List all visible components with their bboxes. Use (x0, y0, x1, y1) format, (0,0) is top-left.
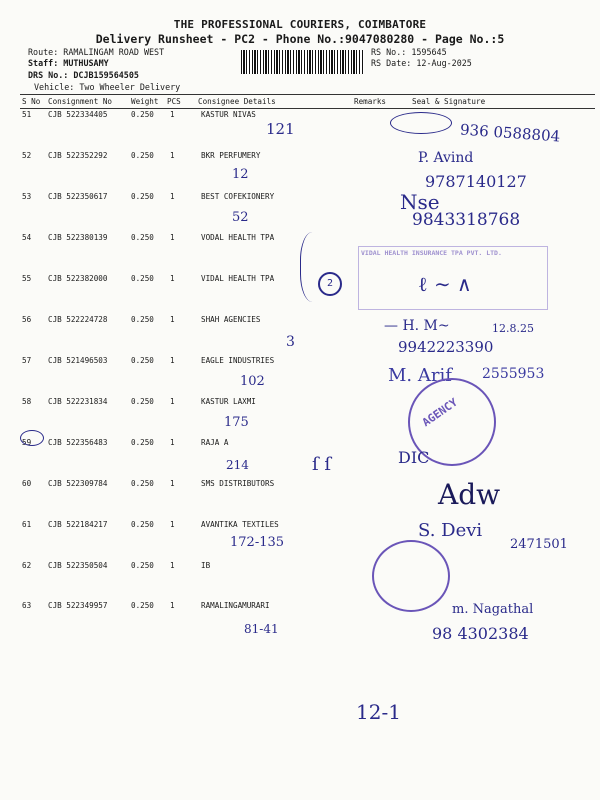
row-weight: 0.250 (131, 601, 154, 610)
row-sno: 56 (22, 315, 32, 324)
table-row (20, 520, 595, 560)
row-consignment: CJB 522352292 (48, 151, 108, 160)
row-weight: 0.250 (131, 397, 154, 406)
hw-61-name: S. Devi (418, 520, 483, 541)
row-pcs: 1 (170, 356, 175, 365)
row-consignee: BEST COFEKIONERY (201, 192, 275, 201)
row-weight: 0.250 (131, 561, 154, 570)
col-consignee: Consignee Details (198, 97, 276, 106)
row-sno: 58 (22, 397, 32, 406)
hw-59-sig: DIC (398, 448, 430, 467)
row-pcs: 1 (170, 274, 175, 283)
hw-51-code: 121 (266, 120, 295, 138)
row-consignee: EAGLE INDUSTRIES (201, 356, 275, 365)
hw-59-mark: ſ ſ (312, 454, 332, 475)
hw-59-code: 214 (226, 458, 249, 472)
row-weight: 0.250 (131, 233, 154, 242)
hw-61-code: 172-135 (230, 535, 285, 550)
agency-stamp-text: AGENCY (419, 395, 460, 430)
col-weight: Weight (131, 97, 159, 106)
hw-53-code: 52 (232, 210, 249, 225)
row-pcs: 1 (170, 520, 175, 529)
row-consignee: RAMALINGAMURARI (201, 601, 270, 610)
row-consignee: KASTUR NIVAS (201, 110, 256, 119)
hw-52-code: 12 (232, 167, 249, 182)
row-pcs: 1 (170, 438, 175, 447)
hw-63-phone: 98 4302384 (432, 624, 529, 643)
hw-63-name: m. Nagathal (452, 602, 534, 617)
drs-number: DRS No.: DCJB159564505 (28, 70, 139, 80)
row-consignment: CJB 522380139 (48, 233, 108, 242)
barcode (241, 50, 364, 74)
row-consignment: CJB 522231834 (48, 397, 108, 406)
table-header (20, 94, 595, 109)
circle-mark-59 (20, 430, 44, 446)
row-consignee: KASTUR LAXMI (201, 397, 256, 406)
hw-56-phone: 9942223390 (398, 338, 494, 356)
col-consignment: Consignment No (48, 97, 113, 106)
row-sno: 52 (22, 151, 32, 160)
row-consignment: CJB 522350504 (48, 561, 108, 570)
hw-58-code: 175 (224, 415, 249, 430)
hw-63-code: 81-41 (244, 622, 279, 636)
table-row (20, 438, 595, 478)
signature-53: Nse (400, 190, 440, 214)
row-weight: 0.250 (131, 479, 154, 488)
staff: Staff: MUTHUSAMY (28, 58, 109, 68)
vidal-stamp-text: VIDAL HEALTH INSURANCE TPA PVT. LTD. (361, 249, 502, 257)
row-pcs: 1 (170, 397, 175, 406)
row-consignee: SHAH AGENCIES (201, 315, 261, 324)
row-weight: 0.250 (131, 520, 154, 529)
row-consignment: CJB 522382000 (48, 274, 108, 283)
row-sno: 62 (22, 561, 32, 570)
row-pcs: 1 (170, 315, 175, 324)
row-consignee: IB (201, 561, 211, 570)
row-pcs: 1 (170, 151, 175, 160)
hw-bottom-note: 12-1 (356, 700, 401, 724)
table-row (20, 397, 595, 437)
table-row (20, 561, 595, 601)
signature-51 (390, 112, 452, 134)
row-weight: 0.250 (131, 356, 154, 365)
signature-57: M. Arif (388, 365, 452, 386)
row-consignment: CJB 522334405 (48, 110, 108, 119)
row-sno: 59 (22, 438, 32, 447)
hw-57-code: 102 (240, 374, 265, 389)
row-sno: 57 (22, 356, 32, 365)
row-consignee: VODAL HEALTH TPA (201, 233, 275, 242)
row-consignment: CJB 522356483 (48, 438, 108, 447)
company-title: THE PROFESSIONAL COURIERS, COIMBATORE (173, 18, 427, 31)
row-consignee: RAJA A (201, 438, 229, 447)
row-consignment: CJB 522184217 (48, 520, 108, 529)
row-sno: 53 (22, 192, 32, 201)
circled-2: 2 (318, 272, 342, 296)
hw-57-phone: 2555953 (482, 366, 545, 382)
row-pcs: 1 (170, 479, 175, 488)
rs-date: RS Date: 12-Aug-2025 (371, 58, 472, 68)
hw-56-code: 3 (286, 334, 295, 350)
signature-60: Adw (438, 478, 501, 511)
row-sno: 55 (22, 274, 32, 283)
row-pcs: 1 (170, 192, 175, 201)
col-remarks: Remarks (354, 97, 387, 106)
signature-56: — H. M~ (384, 318, 450, 334)
row-weight: 0.250 (131, 274, 154, 283)
row-sno: 51 (22, 110, 32, 119)
col-seal: Seal & Signature (412, 97, 486, 106)
hw-51-phone: 936 0588804 (459, 120, 561, 146)
rs-number: RS No.: 1595645 (371, 47, 447, 57)
row-sno: 63 (22, 601, 32, 610)
row-consignee: AVANTIKA TEXTILES (201, 520, 279, 529)
vehicle: Vehicle: Two Wheeler Delivery (34, 82, 181, 92)
hw-61-phone: 2471501 (510, 537, 568, 552)
row-consignee: VIDAL HEALTH TPA (201, 274, 275, 283)
col-pcs: PCS (167, 97, 181, 106)
signature-52: P. Avind (418, 150, 474, 166)
row-pcs: 1 (170, 110, 175, 119)
row-sno: 60 (22, 479, 32, 488)
table-row (20, 479, 595, 519)
table-row (20, 315, 595, 355)
runsheet-subtitle: Delivery Runsheet - PC2 - Phone No.:9047080280 - Page No.:5 (95, 32, 505, 46)
row-weight: 0.250 (131, 315, 154, 324)
signature-55: ℓ ∼ ∧ (418, 272, 472, 296)
round-stamp-62 (372, 540, 450, 612)
row-consignee: BKR PERFUMERY (201, 151, 261, 160)
row-consignee: SMS DISTRIBUTORS (201, 479, 275, 488)
row-consignment: CJB 522309784 (48, 479, 108, 488)
row-consignment: CJB 522224728 (48, 315, 108, 324)
col-sno: S No (22, 97, 41, 106)
row-sno: 54 (22, 233, 32, 242)
route: Route: RAMALINGAM ROAD WEST (28, 47, 165, 57)
row-consignment: CJB 521496503 (48, 356, 108, 365)
row-weight: 0.250 (131, 110, 154, 119)
row-pcs: 1 (170, 561, 175, 570)
row-sno: 61 (22, 520, 32, 529)
hw-53-phone: 9843318768 (412, 210, 521, 230)
hw-52-phone: 9787140127 (425, 172, 527, 191)
row-weight: 0.250 (131, 438, 154, 447)
row-weight: 0.250 (131, 192, 154, 201)
row-pcs: 1 (170, 601, 175, 610)
row-consignment: CJB 522349957 (48, 601, 108, 610)
row-weight: 0.250 (131, 151, 154, 160)
row-pcs: 1 (170, 233, 175, 242)
hw-56-date: 12.8.25 (492, 322, 534, 335)
row-consignment: CJB 522350617 (48, 192, 108, 201)
